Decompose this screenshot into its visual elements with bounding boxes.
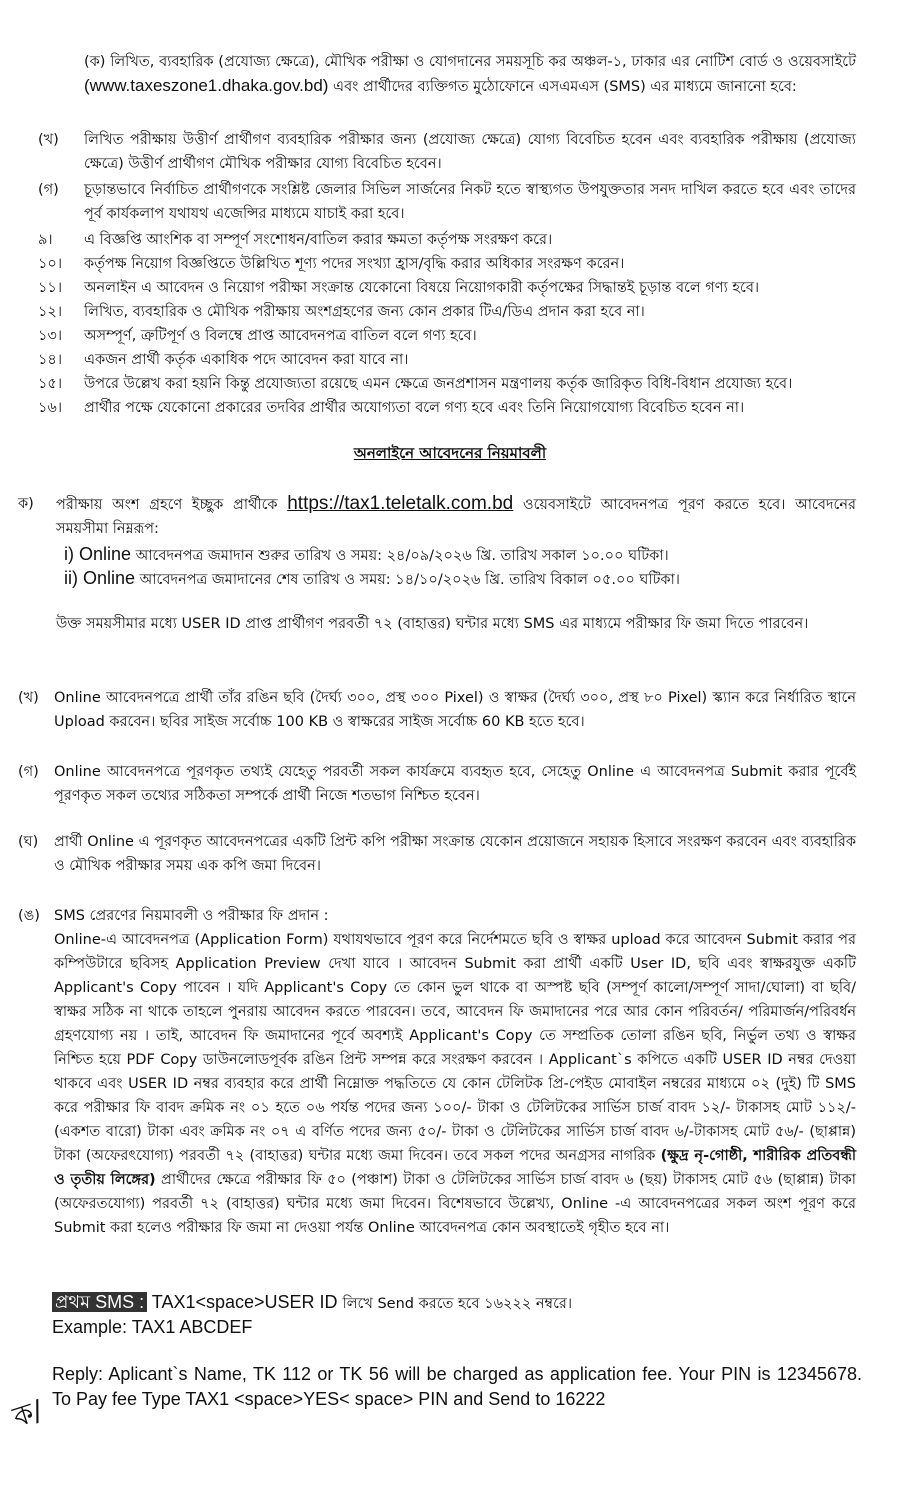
- item-text: এ বিজ্ঞপ্তি আংশিক বা সম্পূর্ণ সংশোধন/বাতিল করার ক্ষমতা কর্তৃপক্ষ সংরক্ষণ করে।: [84, 232, 553, 248]
- item-marker: (ক): [84, 54, 106, 70]
- item-text: প্রার্থীর পক্ষে যেকোনো প্রকারের তদবির প্রার্থীর অযোগ্যতা বলে গণ্য হবে এবং তিনি নিয়োগযোগ্য বিবেচিত হবেন না।: [84, 400, 745, 416]
- item-text: চূড়ান্তভাবে নির্বাচিত প্রার্থীগণকে সংশ্লিষ্ট জেলার সিভিল সার্জনের নিকট হতে স্বাস্থ্যগত উপযুক্ততার সনদ দাখিল করতে হবে এবং তাদের পূর্ব কার্যকলাপ যথাযথ এজেন্সির মাধ্যমে যাচাই করা হবে।: [84, 182, 856, 222]
- item-text: একজন প্রার্থী কর্তৃক একাধিক পদে আবেদন করা যাবে না।: [84, 352, 409, 368]
- online-item-kha: [18, 686, 856, 736]
- item-marker: (ঘ): [18, 834, 39, 850]
- sms-fee-paragraph: [54, 928, 856, 1240]
- item-text: অসম্পূর্ণ, ত্রুটিপূর্ণ ও বিলম্বে প্রাপ্ত আবেদনপত্র বাতিল বলে গণ্য হবে।: [84, 328, 477, 344]
- item-marker: (ঙ): [18, 908, 40, 924]
- item-number: ১১।: [38, 280, 63, 296]
- item-number: ১৬।: [38, 400, 63, 416]
- date-text: আবেদনপত্র জমাদানের শেষ তারিখ ও সময়: ১৪/১০/২০২৬ খ্রি. তারিখ বিকাল ০৫.০০ ঘটিকা।: [139, 572, 680, 588]
- item-text: পরীক্ষায় অংশ গ্রহণে ইচ্ছুক প্রার্থীকে: [56, 497, 278, 513]
- first-sms-line: [52, 1290, 862, 1317]
- item-marker: (গ): [38, 182, 59, 198]
- item-text: কর্তৃপক্ষ নিয়োগ বিজ্ঞপ্তিতে উল্লিখিত শূণ্য পদের সংখ্যা হ্রাস/বৃদ্ধি করার অধিকার সংরক্ষণ করেন।: [84, 256, 625, 272]
- date-end: [64, 566, 854, 592]
- sms-format: TAX1<space>USER ID: [151, 1292, 338, 1312]
- application-url[interactable]: https://tax1.teletalk.com.bd: [287, 493, 514, 514]
- sms-label: প্রথম SMS :: [52, 1292, 147, 1312]
- website-url: (www.taxeszone1.dhaka.gov.bd): [84, 76, 329, 95]
- item-text: এবং প্রার্থীদের ব্যক্তিগত মুঠোফোনে এসএমএস (SMS) এর মাধ্যমে জানানো হবে:: [333, 79, 797, 95]
- item-text: Online আবেদনপত্রে পূরণকৃত তথ্যই যেহেতু পরবর্তী সকল কার্যক্রমে ব্যবহৃত হবে, সেহেতু Online এ আবেদনপত্র Submit করার পূর্বেই পূরণকৃত সকল তথ্যের সঠিকতা সম্পর্কে প্রার্থী নিজে শতভাগ নিশ্চিত হবেন।: [54, 764, 856, 804]
- item-text: লিখিত পরীক্ষায় উত্তীর্ণ প্রার্থীগণ ব্যবহারিক পরীক্ষার জন্য (প্রযোজ্য ক্ষেত্রে) যোগ্য বিবেচিত হবেন এবং ব্যবহারিক পরীক্ষায় (প্রযোজ্য ক্ষেত্রে) উত্তীর্ণ প্রার্থীগণ মৌখিক পরীক্ষার যোগ্য বিবেচিত হবেন।: [84, 132, 856, 172]
- item-number: ১৪।: [38, 352, 63, 368]
- item-text: লিখিত, ব্যবহারিক ও মৌখিক পরীক্ষায় অংশগ্রহণের জন্য কোন প্রকার টিএ/ডিএ প্রদান করা হবে না।: [84, 304, 645, 320]
- date-text: আবেদনপত্র জমাদান শুরুর তারিখ ও সময়: ২৪/০৯/২০২৬ খ্রি. তারিখ সকাল ১০.০০ ঘটিকা।: [135, 548, 669, 564]
- online-item-ka: [18, 492, 856, 542]
- online-item-gha: [18, 830, 856, 880]
- item-text-wrap: [56, 492, 856, 541]
- date-prefix: ii) Online: [64, 568, 136, 588]
- item-number: ১০।: [38, 256, 63, 272]
- item-text: ওয়েবসাইটে আবেদনপত্র পূরণ করতে হবে। আবেদনের সময়সীমা নিম্নরূপ:: [56, 497, 856, 537]
- item-marker: ক): [18, 496, 34, 512]
- paragraph-text: Online-এ আবেদনপত্র (Application Form) যথাযথভাবে পূরণ করে নির্দেশমতে ছবি ও স্বাক্ষর upload করে আবেদন Submit করার পর কম্পিউটারে ছবিসহ Application Preview দেখা যাবে । আবেদন Submit করা প্রার্থী একটি User ID, ছবি এবং স্বাক্ষরযুক্ত একটি Applicant's Copy পাবেন । যদি Applicant's Copy তে কোন ভুল থাকে বা অস্পষ্ট ছবি (সম্পূর্ণ কালো/সম্পূর্ণ সাদা/ঘোলা) বা ছবি/স্বাক্ষর সঠিক না থাকে তাহলে পুনরায় আবেদন করতে পারবেন। তবে, আবেদন ফি জমাদানের পরে আর কোন পরিবর্তন/ পরিমার্জন/পরিবর্ধন গ্রহণযোগ্য নয় । তাই, আবেদন ফি জমাদানের পূর্বে অবশ্যই Applicant's Copy তে সম্প্রতিক তোলা রঙিন ছবি, নির্ভুল তথ্য ও স্বাক্ষর নিশ্চিত হয়ে PDF Copy ডাউনলোডপূর্বক রঙিন প্রিন্ট সম্পন্ন করে সংরক্ষণ করবেন । Applicant`s কপিতে একটি USER ID নম্বর দেওয়া থাকবে এবং USER ID নম্বর ব্যবহার করে প্রার্থী নিম্নোক্ত পদ্ধতিতে যে কোন টেলিটক প্রি-পেইড মোবাইল নম্বরের মাধ্যমে ০২ (দুই) টি SMS করে পরীক্ষার ফি বাবদ ক্রমিক নং ০১ হতে ০৬ পর্যন্ত পদের জন্য ১০০/- টাকা ও টেলিটকের সার্ভিস চার্জ বাবদ ১২/- টাকাসহ মোট ১১২/- (একশত বারো) টাকা এবং ক্রমিক নং ০৭ এ বর্ণিত পদের জন্য ৫০/- টাকা ও টেলিটকের সার্ভিস চার্জ বাবদ ৬/-টাকাসহ মোট ৫৬/- (ছাপ্পান্ন) টাকা (অফেরৎযোগ্য) পরবর্তী ৭২ (বাহাত্তর) ঘন্টার মধ্যে জমা দিবেন। তবে সকল পদের অনগ্রসর নাগরিক: [54, 932, 856, 1164]
- item-number: ১২।: [38, 304, 63, 320]
- notice-item-kha: [38, 128, 856, 176]
- item-title: SMS প্রেরণের নিয়মাবলী ও পরীক্ষার ফি প্রদান :: [54, 908, 329, 924]
- item-text: উপরে উল্লেখ করা হয়নি কিন্তু প্রযোজ্যতা রয়েছে এমন ক্ষেত্রে জনপ্রশাসন মন্ত্রণালয় কর্তৃক জারিকৃত বিধি-বিধান প্রযোজ্য হবে।: [84, 376, 793, 392]
- item-marker: (গ): [18, 764, 39, 780]
- user-id-note: উক্ত সময়সীমার মধ্যে USER ID প্রাপ্ত প্রার্থীগণ পরবর্তী ৭২ (বাহাত্তর) ঘন্টার মধ্যে SMS এর মাধ্যমে পরীক্ষার ফি জমা দিতে পারবেন।: [56, 616, 809, 632]
- sms-example: Example: TAX1 ABCDEF: [52, 1317, 253, 1337]
- notice-item-ka: [84, 50, 856, 99]
- item-number: ১৫।: [38, 376, 63, 392]
- notice-item-ga: [38, 178, 856, 226]
- item-text: প্রার্থী Online এ পূরণকৃত আবেদনপত্রের একটি প্রিন্ট কপি পরীক্ষা সংক্রান্ত যেকোন প্রয়োজনে সহায়ক হিসাবে সংরক্ষণ করবেন এবং ব্যবহারিক ও মৌখিক পরীক্ষার সময় এক কপি জমা দিবেন।: [54, 834, 856, 874]
- item-text: Online আবেদনপত্রে প্রার্থী তাঁর রঙিন ছবি (দৈর্ঘ্য ৩০০, প্রস্থ ৩০০ Pixel) ও স্বাক্ষর (দৈর্ঘ্য ৩০০, প্রস্থ ৮০ Pixel) স্ক্যান করে নির্ধারিত স্থানে Upload করবেন। ছবির সাইজ সর্বোচ্চ 100 KB ও স্বাক্ষরের সাইজ সর্বোচ্চ 60 KB হতে হবে।: [54, 690, 856, 730]
- handwritten-signature: ক/: [8, 1393, 47, 1434]
- paragraph-bold-text: (ক্ষুদ্র নৃ-গোষ্ঠী, শারীরিক প্রতিবন্ধী ও তৃতীয় লিঙ্গের): [54, 1148, 857, 1188]
- date-start: [64, 542, 854, 568]
- date-prefix: i) Online: [64, 544, 132, 564]
- item-marker: (খ): [38, 132, 59, 148]
- item-text: অনলাইন এ আবেদন ও নিয়োগ পরীক্ষা সংক্রান্ত যেকোনো বিষয়ে নিয়োগকারী কর্তৃপক্ষের সিদ্ধান্তই চূড়ান্ত বলে গণ্য হবে।: [84, 280, 760, 296]
- item-number: ১৩।: [38, 328, 63, 344]
- sms-instruction: লিখে Send করতে হবে ১৬২২২ নম্বরে।: [342, 1296, 573, 1312]
- paragraph-text: প্রার্থীদের ক্ষেত্রে পরীক্ষার ফি ৫০ (পঞ্চাশ) টাকা ও টেলিটকের সার্ভিস চার্জ বাবদ ৬ (ছয়) টাকাসহ মোট ৫৬ (ছাপ্পান্ন) টাকা (অফেরতযোগ্য) পরবর্তী ৭২ (বাহাত্তর) ঘন্টার মধ্যে জমা দিবেন। বিশেষভাবে উল্লেখ্য, Online -এ আবেদনপত্রের সকল অংশ পূরণ করে Submit করা হলেও পরীক্ষার ফি জমা না দেওয়া পর্যন্ত Online আবেদনপত্র কোন অবস্থাতেই গৃহীত হবে না।: [54, 1172, 857, 1236]
- online-item-ga: [18, 760, 856, 810]
- sms-reply: Reply: Aplicant`s Name, TK 112 or TK 56 will be charged as application fee. Your PIN is 12345678. To Pay fee Type TAX1 <space>YES< space> PIN and Send to 16222: [52, 1364, 862, 1409]
- item-number: ৯।: [38, 232, 53, 248]
- item-marker: (খ): [18, 690, 39, 706]
- item-text: লিখিত, ব্যবহারিক (প্রযোজ্য ক্ষেত্রে), মৌখিক পরীক্ষা ও যোগদানের সময়সূচি কর অঞ্চল-১, ঢাকার এর নোটিশ বোর্ড ও ওয়েবসাইটে: [110, 54, 856, 70]
- section-heading: অনলাইনে আবেদনের নিয়মাবলী: [353, 444, 547, 462]
